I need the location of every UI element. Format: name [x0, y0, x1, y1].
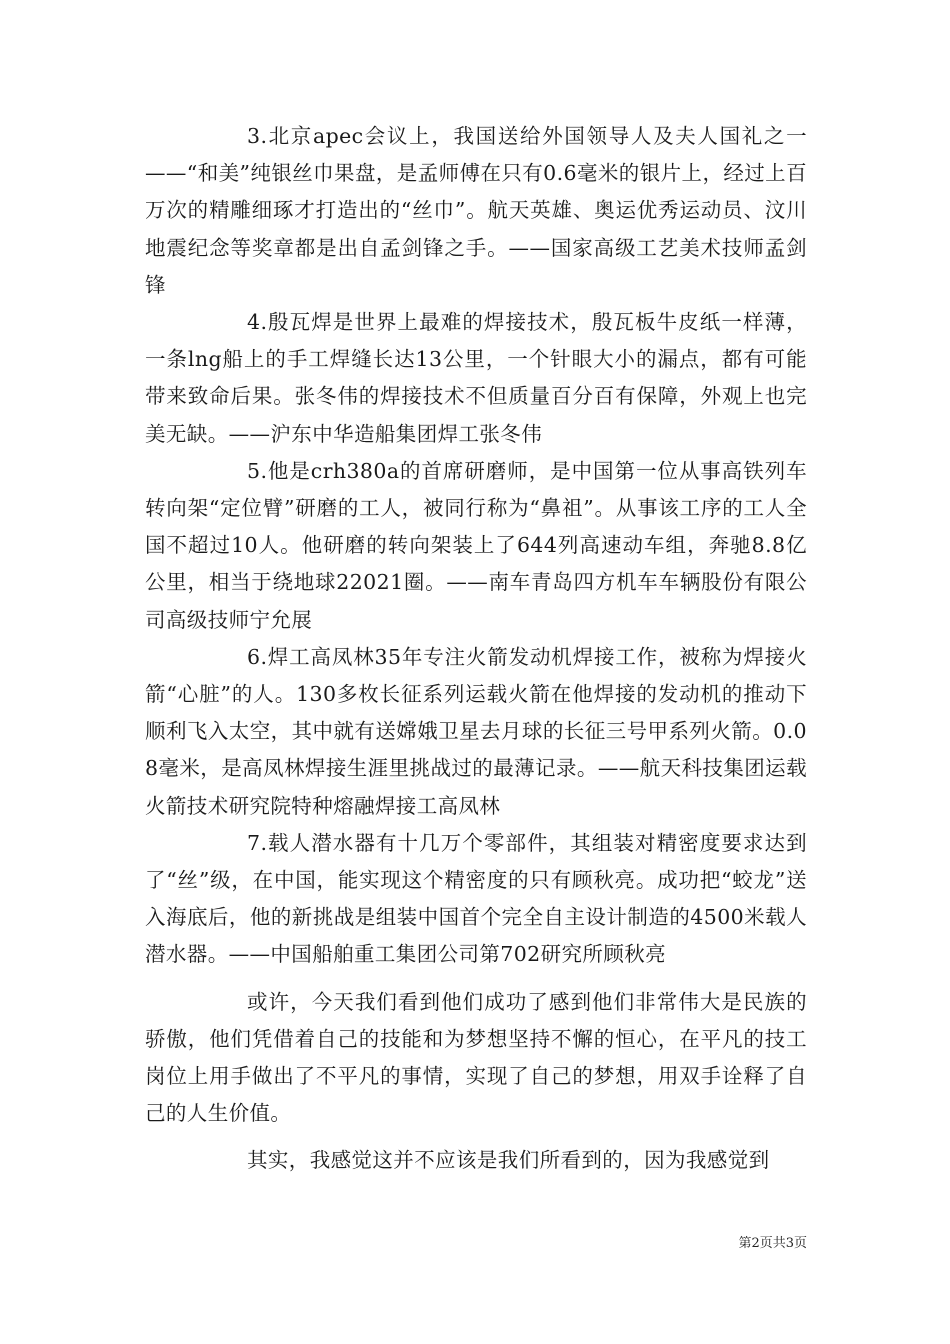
page-number-footer: 第2页共3页: [738, 1236, 807, 1251]
paragraph-item-5: 5.他是crh380a的首席研磨师，是中国第一位从事高铁列车转向架“定位臂”研磨的工人，被同行称为“鼻祖”。从事该工序的工人全国不超过10人。他研磨的转向架装上了644列高速动车组，奔驰8.8亿公里，相当于绕地球22021圈。——南车青岛四方机车车辆股份有限公司高级技师宁允展: [145, 458, 807, 632]
paragraph-item-3: 3.北京apec会议上，我国送给外国领导人及夫人国礼之一——“和美”纯银丝巾果盘，是孟师傅在只有0.6毫米的银片上，经过上百万次的精雕细琢才打造出的“丝巾”。航天英雄、奥运优秀运动员、汶川地震纪念等奖章都是出自孟剑锋之手。——国家高级工艺美术技师孟剑锋: [145, 124, 807, 297]
paragraph-item-4: 4.殷瓦焊是世界上最难的焊接技术，殷瓦板牛皮纸一样薄，一条lng船上的手工焊缝长达13公里，一个针眼大小的漏点，都有可能带来致命后果。张冬伟的焊接技术不但质量百分百有保障，外观上也完美无缺。——沪东中华造船集团焊工张冬伟: [145, 310, 807, 446]
paragraph-reflection: 或许，今天我们看到他们成功了感到他们非常伟大是民族的骄傲，他们凭借着自己的技能和为梦想坚持不懈的恒心，在平凡的技工岗位上用手做出了不平凡的事情，实现了自己的梦想，用双手诠释了自己的人生价值。: [145, 989, 807, 1126]
paragraph-item-7: 7.载人潜水器有十几万个零部件，其组装对精密度要求达到了“丝”级，在中国，能实现这个精密度的只有顾秋亮。成功把“蛟龙”送入海底后，他的新挑战是组装中国首个完全自主设计制造的4500米载人潜水器。——中国船舶重工集团公司第702研究所顾秋亮: [145, 830, 807, 967]
paragraph-spacer: [145, 974, 807, 984]
paragraph-closing: 其实，我感觉这并不应该是我们所看到的，因为我感觉到: [247, 1148, 770, 1173]
document-body: [145, 118, 807, 1180]
paragraph-spacer: [145, 1132, 807, 1142]
paragraph-item-6: 6.焊工高凤林35年专注火箭发动机焊接工作，被称为焊接火箭“心脏”的人。130多枚长征系列运载火箭在他焊接的发动机的推动下顺利飞入太空，其中就有送嫦娥卫星去月球的长征三号甲系列火箭。0.08毫米，是高凤林焊接生涯里挑战过的最薄记录。——航天科技集团运载火箭技术研究院特种熔融焊接工高凤林: [145, 644, 807, 818]
